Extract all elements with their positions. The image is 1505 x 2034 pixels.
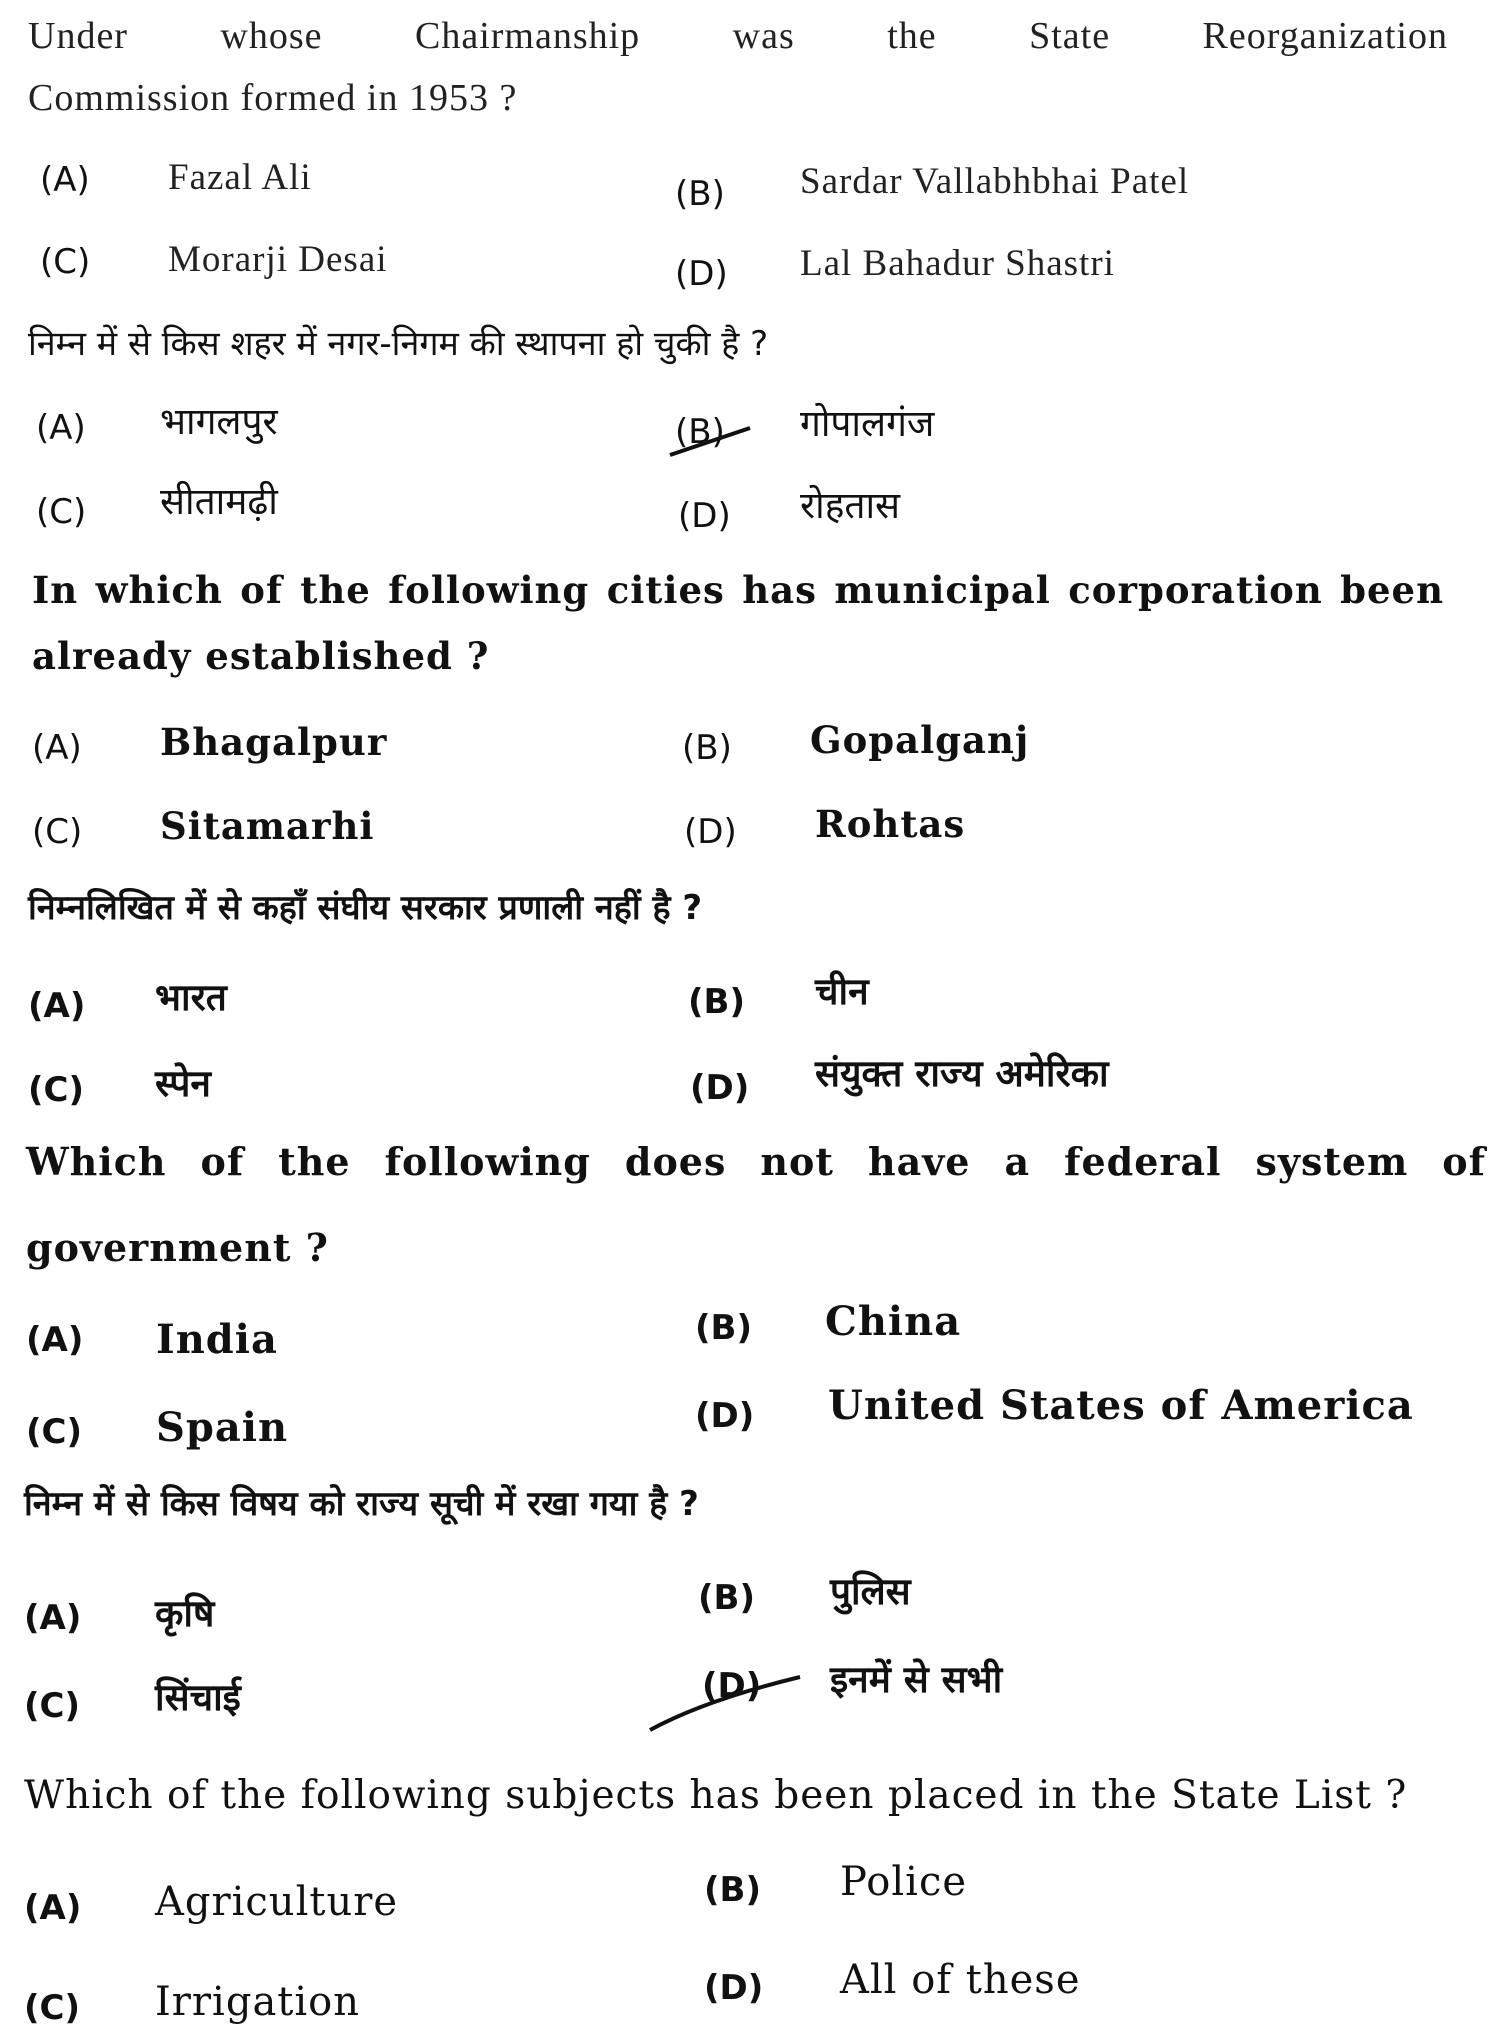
q4-option-b-label: (B) bbox=[688, 982, 745, 1022]
question-4-line-1: निम्नलिखित में से कहाँ संघीय सरकार प्रणाली नहीं है ? bbox=[28, 888, 703, 928]
q5-option-c: Spain bbox=[156, 1404, 289, 1451]
question-2-line-1: निम्न में से किस शहर में नगर-निगम की स्थापना हो चुकी है ? bbox=[28, 324, 769, 364]
q4-option-a: भारत bbox=[155, 976, 227, 1019]
q1-option-a: Fazal Ali bbox=[168, 157, 312, 198]
q6-option-c-label: (C) bbox=[24, 1686, 81, 1726]
q2-option-b: गोपालगंज bbox=[800, 402, 935, 445]
q1-option-d-label: (D) bbox=[675, 254, 728, 294]
q1-option-a-label: (A) bbox=[40, 160, 90, 200]
q5-option-a: India bbox=[156, 1316, 278, 1363]
q6-option-a: कृषि bbox=[155, 1592, 215, 1635]
q4-option-c: स्पेन bbox=[155, 1062, 211, 1105]
q2-option-c-label: (C) bbox=[36, 492, 87, 532]
q6-option-a-label: (A) bbox=[24, 1598, 82, 1638]
q5-option-b-label: (B) bbox=[695, 1308, 752, 1348]
question-5-line-1: Which of the following does not have a federal system of bbox=[26, 1139, 1486, 1184]
question-3-line-1: In which of the following cities has municipal corporation been bbox=[32, 568, 1444, 612]
q4-option-a-label: (A) bbox=[28, 986, 86, 1026]
q6-option-b: पुलिस bbox=[830, 1570, 911, 1613]
q4-option-d: संयुक्त राज्य अमेरिका bbox=[815, 1052, 1109, 1095]
q6-option-b-label: (B) bbox=[698, 1578, 755, 1618]
q2-option-d-label: (D) bbox=[678, 496, 731, 536]
q3-option-b: Gopalganj bbox=[810, 718, 1030, 762]
question-1-line-1: Under whose Chairmanship was the State Reorganization bbox=[28, 15, 1448, 57]
q7-option-b-label: (B) bbox=[704, 1870, 761, 1910]
q4-option-c-label: (C) bbox=[28, 1070, 85, 1110]
question-7-line-1: Which of the following subjects has been placed in the State List ? bbox=[24, 1773, 1408, 1818]
q5-option-d-label: (D) bbox=[695, 1396, 755, 1436]
question-3-line-2: already established ? bbox=[32, 634, 490, 678]
q3-option-c-label: (C) bbox=[32, 812, 83, 852]
q5-option-a-label: (A) bbox=[26, 1320, 84, 1360]
q7-option-c-label: (C) bbox=[24, 1988, 81, 2028]
q3-option-a: Bhagalpur bbox=[160, 720, 388, 764]
q7-option-a-label: (A) bbox=[24, 1888, 82, 1928]
q6-option-c: सिंचाई bbox=[155, 1676, 241, 1719]
question-6-line-1: निम्न में से किस विषय को राज्य सूची में रखा गया है ? bbox=[24, 1484, 699, 1524]
question-5-line-2: government ? bbox=[26, 1225, 329, 1270]
q5-option-d: United States of America bbox=[828, 1382, 1414, 1429]
q5-option-b: China bbox=[825, 1298, 962, 1345]
q7-option-d-label: (D) bbox=[704, 1968, 764, 2008]
q7-option-d: All of these bbox=[840, 1957, 1081, 2003]
q4-option-d-label: (D) bbox=[690, 1068, 750, 1108]
q1-option-b: Sardar Vallabhbhai Patel bbox=[800, 161, 1190, 202]
q3-option-b-label: (B) bbox=[682, 728, 732, 768]
q1-option-c-label: (C) bbox=[40, 242, 91, 282]
q2-option-b-label: (B) bbox=[675, 412, 725, 452]
q3-option-d: Rohtas bbox=[815, 802, 966, 846]
q3-option-d-label: (D) bbox=[684, 812, 737, 852]
q2-option-a-label: (A) bbox=[36, 408, 86, 448]
q2-option-d: रोहतास bbox=[800, 484, 901, 527]
q3-option-c: Sitamarhi bbox=[160, 804, 375, 848]
q1-option-b-label: (B) bbox=[675, 174, 725, 214]
q7-option-a: Agriculture bbox=[155, 1879, 398, 1925]
q5-option-c-label: (C) bbox=[26, 1412, 83, 1452]
question-1-line-2: Commission formed in 1953 ? bbox=[28, 77, 518, 119]
q2-option-c: सीतामढ़ी bbox=[160, 480, 278, 523]
q3-option-a-label: (A) bbox=[32, 728, 82, 768]
q1-option-d: Lal Bahadur Shastri bbox=[800, 243, 1115, 284]
q6-option-d-label: (D) bbox=[702, 1666, 762, 1706]
q7-option-c: Irrigation bbox=[155, 1979, 360, 2025]
q7-option-b: Police bbox=[840, 1859, 968, 1905]
q4-option-b: चीन bbox=[815, 970, 869, 1013]
q1-option-c: Morarji Desai bbox=[168, 239, 388, 280]
q2-option-a: भागलपुर bbox=[160, 400, 278, 443]
q6-option-d: इनमें से सभी bbox=[830, 1658, 1003, 1701]
